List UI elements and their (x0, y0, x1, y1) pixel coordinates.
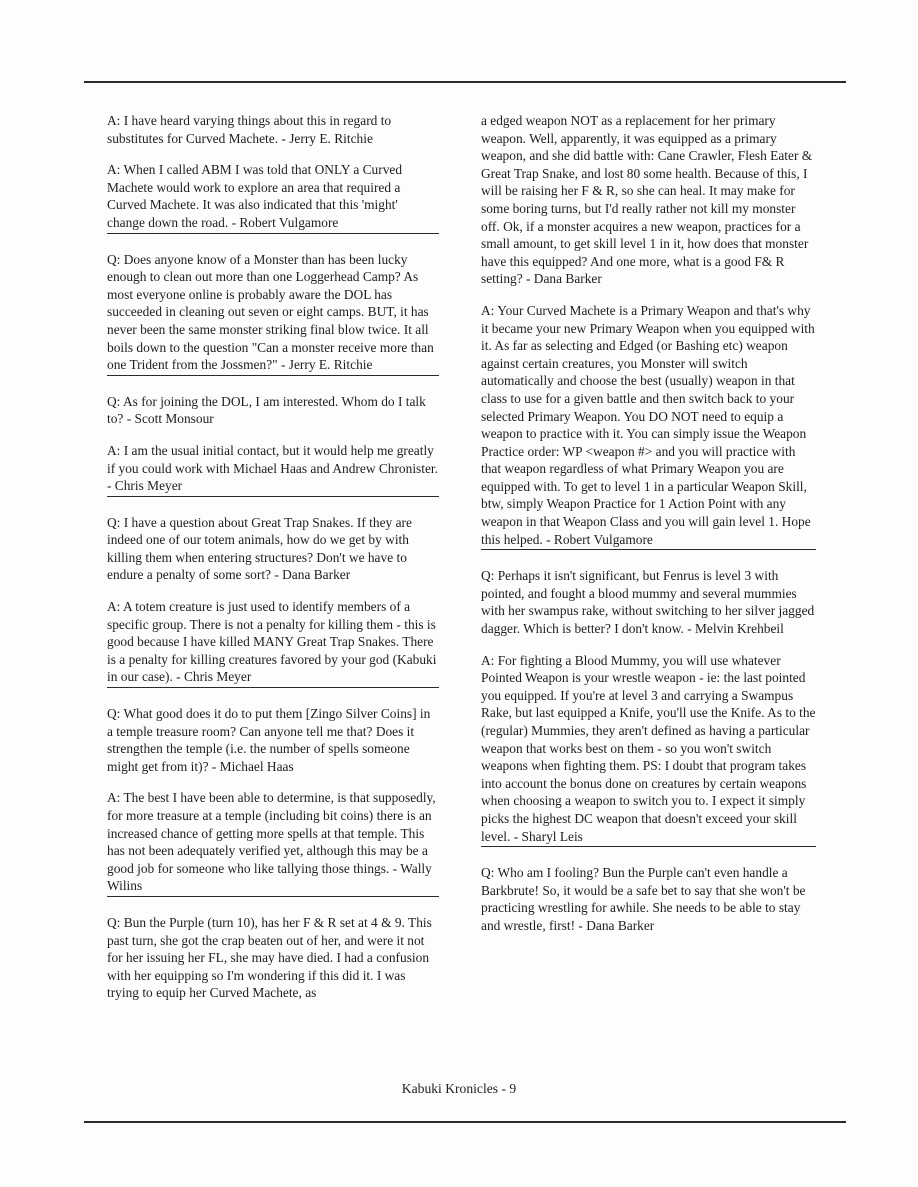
qa-entry: Q: Bun the Purple (turn 10), has her F & R set at 4 & 9. This past turn, she got the crap beaten out of her, and were it not for her issuing her FL, she may have died. I had a confusion with her equipping so I'm wondering if this did it. I was trying to equip her Curved Machete, as (107, 914, 432, 1001)
right-column (481, 112, 816, 949)
page-footer: Kabuki Kronicles - 9 (401, 1081, 517, 1096)
left-column (107, 112, 439, 1016)
qa-entry: a edged weapon NOT as a replacement for her primary weapon. Well, apparently, it was equipped as a primary weapon, and she did battle with: Cane Crawler, Flesh Eater & Great Trap Snake, and lost 80 some health. Because of this, I will be raising her F & R, so she can heal. It may make for some boring turns, but I'd really rather not kill my monster off. Ok, if a monster acquires a new weapon, practices for a small amount, to get skill level 1 in it, how does that monster have this equipped? And one more, what is a good F& R setting? - Dana Barker (481, 113, 813, 287)
qa-entry: Q: Who am I fooling? Bun the Purple can't even handle a Barkbrute! So, it would be a safe bet to say that she won't be practicing wrestling for awhile. She needs to be able to stay and wrestle, first! - Dana Barker (481, 865, 806, 933)
qa-entry: A: The best I have been able to determine, is that supposedly, for more treasure at a temple (including bit coins) there is an increased chance of getting more spells at that temple. This has not been adequately verified yet, although this may be a good job for someone who like tallying those things. - Wally Wilins (107, 789, 439, 897)
qa-entry: Q: What good does it do to put them [Zingo Silver Coins] in a temple treasure room? Can anyone tell me that? Does it strengthen the temple (i.e. the number of spells someone might get from it)? - Michael Haas (107, 706, 431, 774)
qa-entry: A: For fighting a Blood Mummy, you will use whatever Pointed Weapon is your wrestle weapon - ie: the last pointed you equipped. If you're at level 3 and carrying a Swampus Rake, but last equipped a Knife, you'll use the Knife. As to the (regular) Mummies, they aren't defined as having a particular weapon that works best on them - so you won't switch weapons when fighting them. PS: I doubt that program takes into account the bonus done on creatures by certain weapons when choosing a weapon to switch you to. I expect it simply picks the highest DC weapon that doesn't exceed your skill level. - Sharyl Leis (481, 652, 816, 848)
qa-entry: Q: As for joining the DOL, I am interested. Whom do I talk to? - Scott Monsour (107, 393, 426, 427)
qa-entry: A: Your Curved Machete is a Primary Weapon and that's why it became your new Primary Weapon when you equipped with it. As far as selecting and Edged (or Bashing etc) weapon against certain creatures, you Monster will switch automatically and choose the best (usually) weapon in that class to use for a given battle and then switch back to your selected Primary Weapon. You DO NOT need to equip a weapon to practice with it. You can simply issue the Weapon Practice order: WP <weapon #> and you will practice with that weapon regardless of what Primary Weapon you are equipped with. To get to level 1 in a particular Weapon Skill, btw, simply Weapon Practice for 1 Action Point with any weapon in that Weapon Class and you will gain level 1. Hope this helped. - Robert Vulgamore (481, 302, 816, 550)
qa-entry: A: I am the usual initial contact, but it would help me greatly if you could work with Michael Haas and Andrew Chronister. - Chris Meyer (107, 442, 439, 497)
header-rule (84, 81, 846, 83)
qa-entry: A: A totem creature is just used to identify members of a specific group. There is not a penalty for killing them - this is good because I have killed MANY Great Trap Snakes. There is a penalty for killing creatures favored by your god (Kabuki in our case). - Chris Meyer (107, 598, 439, 688)
qa-entry: Q: Perhaps it isn't significant, but Fenrus is level 3 with pointed, and fought a blood mummy and several mummies with her swampus rake, without switching to her silver jagged dagger. Which is better? I don't know. - Melvin Krehbeil (481, 568, 815, 637)
qa-entry: A: I have heard varying things about this in regard to substitutes for Curved Machete. - Jerry E. Ritchie (107, 113, 392, 146)
footer-rule (84, 1121, 846, 1123)
qa-entry: Q: Does anyone know of a Monster than has been lucky enough to clean out more than one Loggerhead Camp? As most everyone online is probably aware the DOL has succeeded in cleaning out seven or eight camps. BUT, it has never been the same monster striking final blow twice. It all boils down to the question "Can a monster receive more than one Trident from the Jossmen?" - Jerry E. Ritchie (107, 251, 439, 376)
qa-entry: Q: I have a question about Great Trap Snakes. If they are indeed one of our totem animals, how do we get by with killing them when entering structures? Don't we have to endure a penalty of some sort? - Dana Barker (107, 514, 412, 583)
qa-entry: A: When I called ABM I was told that ONLY a Curved Machete would work to explore an area that required a Curved Machete. It was also indicated that this 'might' change down the road. - Robert Vulgamore (107, 161, 439, 233)
